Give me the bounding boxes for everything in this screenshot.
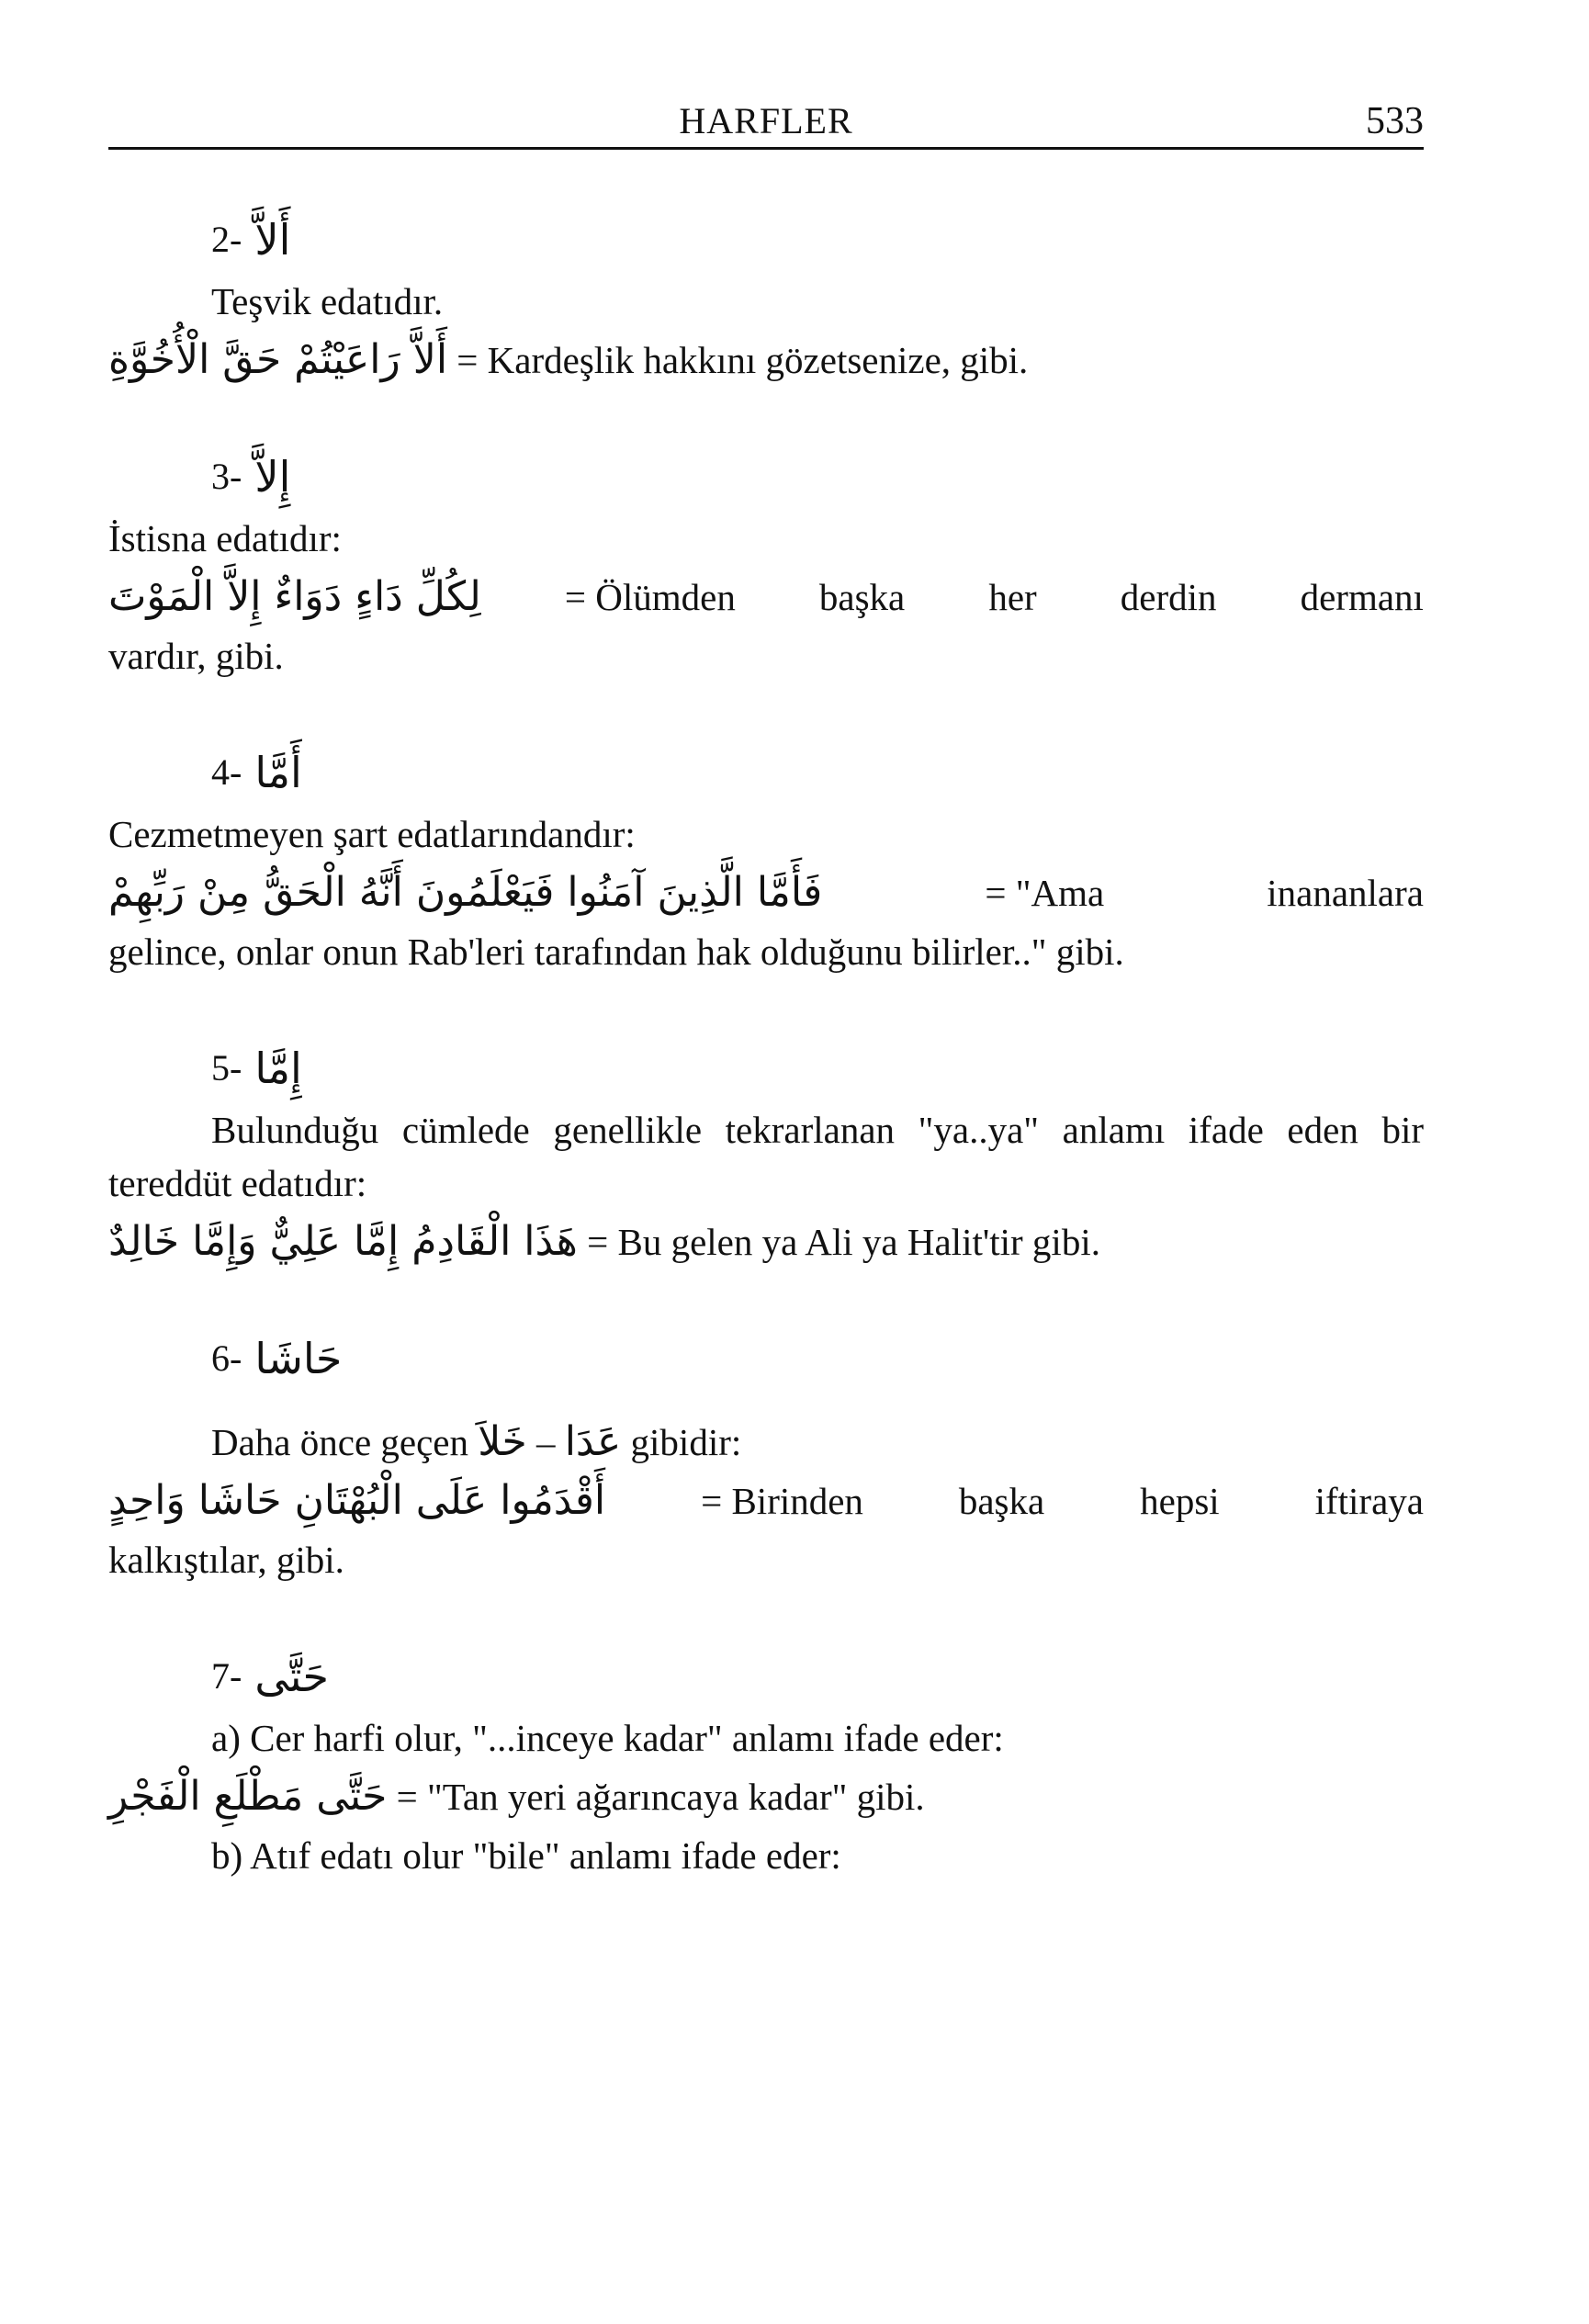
section-heading: [211, 1026, 1424, 1103]
example-translation: = "Tan yeri ağarıncaya kadar" gibi.: [396, 1776, 925, 1818]
dash: –: [535, 1421, 556, 1463]
example-translation: = Kardeşlik hakkını gözetsenize, gibi.: [456, 339, 1029, 381]
section-description: Teşvik edatıdır.: [211, 280, 444, 322]
example-line: [108, 1770, 1424, 1823]
arabic-example: لِكُلِّ دَاءٍ دَوَاءٌ إِلاَّ الْمَوْتَ: [108, 573, 481, 620]
section-heading: [211, 434, 1424, 512]
arabic-example: حَتَّى مَطْلَعِ الْفَجْرِ: [108, 1773, 388, 1820]
section-heading: [211, 730, 1424, 807]
page-body: [108, 197, 1424, 1930]
arabic-word: خَلاَ: [478, 1418, 527, 1465]
arabic-example: أَلاَّ رَاعَيْتُمْ حَقَّ الْأُخُوَّةِ: [108, 336, 448, 383]
translation-word: başka: [958, 1480, 1045, 1522]
arabic-particle: إِلاَّ: [254, 451, 291, 502]
section-number: 7-: [211, 1654, 242, 1697]
translation-word: = Ölümden: [564, 576, 736, 618]
arabic-particle: حَاشَا: [254, 1333, 343, 1383]
section-6: [108, 1316, 1424, 1586]
section-description: Cezmetmeyen şart edatlarındandır:: [108, 813, 636, 855]
section-heading: [211, 1634, 1424, 1711]
section-number: 5-: [211, 1046, 242, 1089]
section-number: 6-: [211, 1337, 242, 1379]
arabic-particle: حَتَّى: [254, 1651, 329, 1701]
section-description: [211, 1416, 1424, 1469]
description-text: Daha önce geçen: [211, 1421, 468, 1463]
page-number: 533: [1366, 100, 1424, 142]
header-rule: [108, 147, 1424, 150]
arabic-particle: أَمَّا: [254, 747, 302, 797]
running-title: HARFLER: [679, 100, 853, 141]
translation-word: = "Ama: [985, 872, 1105, 914]
example-line: [108, 866, 1424, 919]
translation-word: inananlara: [1267, 872, 1424, 914]
section-number: 4-: [211, 750, 242, 793]
example-line: [108, 1474, 1424, 1528]
arabic-word: عَدَا: [564, 1418, 622, 1465]
example-line: [108, 333, 1424, 387]
translation-word: iftiraya: [1314, 1480, 1424, 1522]
translation-continuation: kalkıştılar, gibi.: [108, 1539, 344, 1581]
arabic-particle: إِمَّا: [254, 1043, 302, 1093]
example-translation: = Bu gelen ya Ali ya Halit'tir gibi.: [587, 1221, 1100, 1263]
section-description: İstisna edatıdır:: [108, 517, 342, 559]
translation-word: dermanı: [1300, 576, 1424, 618]
section-number: 2-: [211, 218, 242, 260]
usage-b: b) Atıf edatı olur "bile" anlamı ifade eder:: [211, 1834, 841, 1877]
arabic-example: فَأَمَّا الَّذِينَ آمَنُوا فَيَعْلَمُونَ أَنَّهُ الْحَقُّ مِنْ رَبِّهِمْ: [108, 869, 823, 916]
translation-word: derdin: [1120, 576, 1217, 618]
section-description: Bulunduğu cümlede genellikle tekrarlanan "ya..ya" anlamı ifade eden bir tereddüt edatıdır:: [108, 1109, 1424, 1204]
section-5: [108, 1026, 1424, 1269]
description-text: gibidir:: [630, 1421, 742, 1463]
usage-a: a) Cer harfi olur, "...inceye kadar" anlamı ifade eder:: [211, 1717, 1004, 1759]
example-line: [108, 1215, 1424, 1269]
arabic-example: هَذَا الْقَادِمُ إِمَّا عَلِيٌّ وَإِمَّا خَالِدٌ: [108, 1218, 578, 1265]
section-3: [108, 434, 1424, 683]
section-4: [108, 730, 1424, 978]
section-7: [108, 1634, 1424, 1882]
section-heading: [211, 197, 1424, 275]
translation-word: hepsi: [1140, 1480, 1220, 1522]
section-2: [108, 197, 1424, 387]
arabic-particle: أَلاَّ: [254, 214, 291, 265]
arabic-example: أَقْدَمُوا عَلَى الْبُهْتَانِ حَاشَا وَاحِدٍ: [108, 1477, 606, 1524]
section-heading: [211, 1316, 1424, 1393]
translation-word: her: [988, 576, 1037, 618]
translation-continuation: gelince, onlar onun Rab'leri tarafından hak olduğunu bilirler.." gibi.: [108, 931, 1124, 973]
page-header: [108, 99, 1424, 147]
translation-word: başka: [818, 576, 906, 618]
section-number: 3-: [211, 455, 242, 497]
translation-continuation: vardır, gibi.: [108, 635, 284, 677]
example-line: [108, 570, 1424, 624]
translation-word: = Birinden: [701, 1480, 863, 1522]
